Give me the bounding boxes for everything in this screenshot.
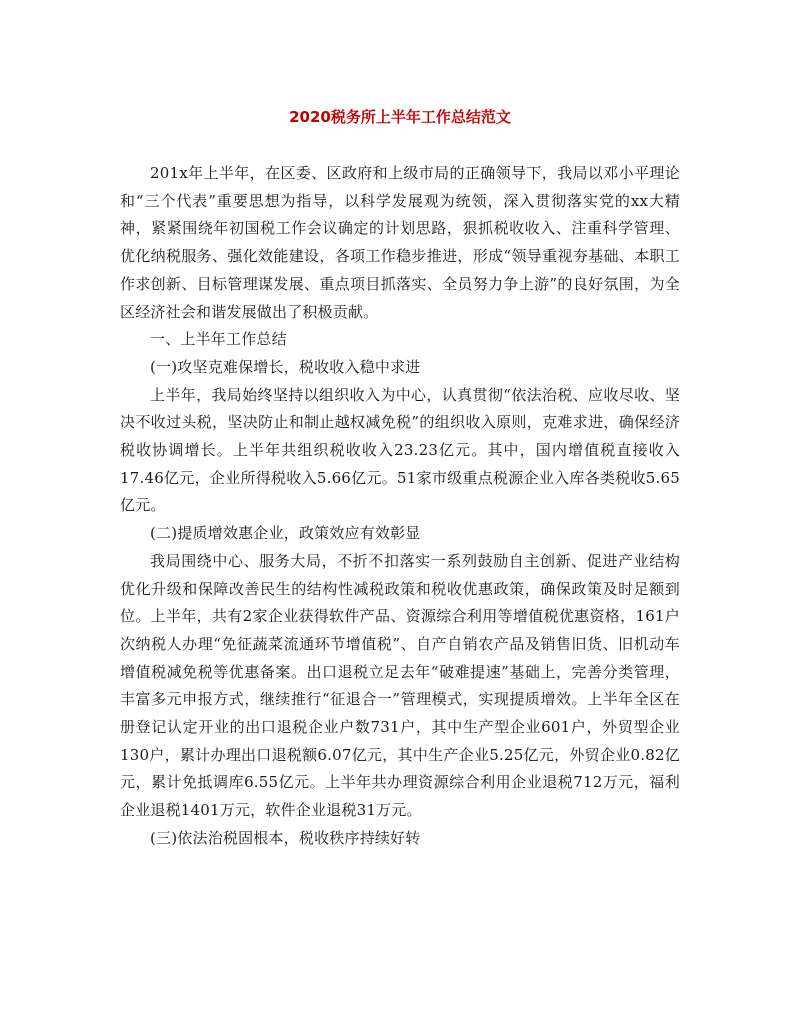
document-body <box>120 160 680 853</box>
document-title: 2020税务所上半年工作总结范文 <box>289 108 511 126</box>
intro-paragraph: 201x年上半年，在区委、区政府和上级市局的正确领导下，我局以邓小平理论和“三个代表”重要思想为指导，以科学发展观为统领，深入贯彻落实党的xx大精神，紧紧围绕年初国税工作会议确定的计划思路，狠抓税收收入、注重科学管理、优化纳税服务、强化效能建设，各项工作稳步推进，形成“领导重视夯基础、本职工作求创新、目标管理谋发展、重点项目抓落实、全员努力争上游”的良好氛围，为全区经济社会和谐发展做出了积极贡献。 <box>120 164 680 321</box>
body-paragraph: 上半年，我局始终坚持以组织收入为中心，认真贯彻“依法治税、应收尽收、坚决不收过头税，坚决防止和制止越权减免税”的组织收入原则，克难求进，确保经济税收协调增长。上半年共组织税收收入23.23亿元。其中，国内增值税直接收入17.46亿元，企业所得税收入5.66亿元。51家市级重点税源企业入库各类税收5.65亿元。 <box>120 385 680 515</box>
subsection-heading: (二)提质增效惠企业，政策效应有效彰显 <box>150 524 421 543</box>
subsection-heading: (一)攻坚克难保增长，税收收入稳中求进 <box>150 357 421 376</box>
section-heading: 一、上半年工作总结 <box>150 330 287 349</box>
body-paragraph: 我局围绕中心、服务大局，不折不扣落实一系列鼓励自主创新、促进产业结构优化升级和保障改善民生的结构性减税政策和税收优惠政策，确保政策及时足额到位。上半年，共有2家企业获得软件产品、资源综合利用等增值税优惠资格，161户次纳税人办理“免征蔬菜流通环节增值税”、自产自销农产品及销售旧货、旧机动车增值税减免税等优惠备案。出口退税立足去年“破难提速”基础上，完善分类管理，丰富多元申报方式，继续推行“征退合一”管理模式，实现提质增效。上半年全区在册登记认定开业的出口退税企业户数731户，其中生产型企业601户，外贸型企业130户，累计办理出口退税额6.07亿元，其中生产企业5.25亿元，外贸企业0.82亿元，累计免抵调库6.55亿元。上半年共办理资源综合利用企业退税712万元，福利企业退税1401万元，软件企业退税31万元。 <box>120 551 680 820</box>
subsection-heading: (三)依法治税固根本，税收秩序持续好转 <box>150 828 421 847</box>
